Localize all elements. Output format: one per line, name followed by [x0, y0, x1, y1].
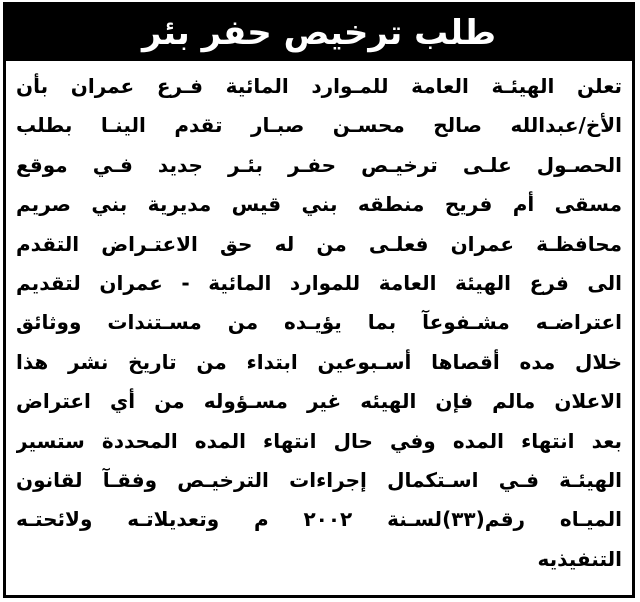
notice-body	[16, 67, 622, 579]
notice-line-7: اعتراضـه مشـفوعآ بما يؤيـده من مسـتندات ووثائق	[16, 310, 622, 335]
notice-line-4: مسقى أم فريح منطقه بني قيس مديرية بني صريم	[16, 192, 622, 217]
notice-line-11: الهيئـة فـي اسـتكمال إجراءات الترخيـص وفقـآ لقانون	[16, 467, 622, 492]
notice-line-1: تعلن الهيئـة العامة للمـوارد المائية فـرع عمران بأن	[16, 74, 622, 98]
notice-line-12: الميـاه رقم(٣٣)لسـنة ٢٠٠٢ م وتعديلاتـه ولائحتـه	[16, 507, 622, 532]
notice-line-9: الاعلان مالم فإن الهيئه غير مسـؤوله من أي اعتراض	[16, 389, 622, 414]
notice-line-8: خلال مده أقصاها أسـبوعين ابتداء من تاريخ نشر هذا	[16, 349, 622, 374]
notice-line-13: التنفيذيه	[537, 546, 622, 571]
title-bar	[6, 5, 632, 61]
notice-line-5: محافظـة عمران فعلـى من له حق الاعتـراض التقدم	[16, 231, 622, 256]
notice-line-10: بعد انتهاء المده وفي حال انتهاء المده المحددة ستسير	[16, 428, 622, 453]
notice-line-3: الحصـول علـى ترخيـص حفـر بئـر جديد فـي موقع	[16, 152, 622, 177]
notice-line-6: الى فرع الهيئة العامة للموارد المائية - عمران لتقديم	[16, 270, 622, 295]
notice-box	[3, 2, 635, 598]
notice-title: طلب ترخيص حفر بئر	[141, 13, 496, 53]
notice-line-2: الأخ/عبدالله صالح محسـن صبـار تقدم الينـا بطلب	[16, 113, 622, 138]
